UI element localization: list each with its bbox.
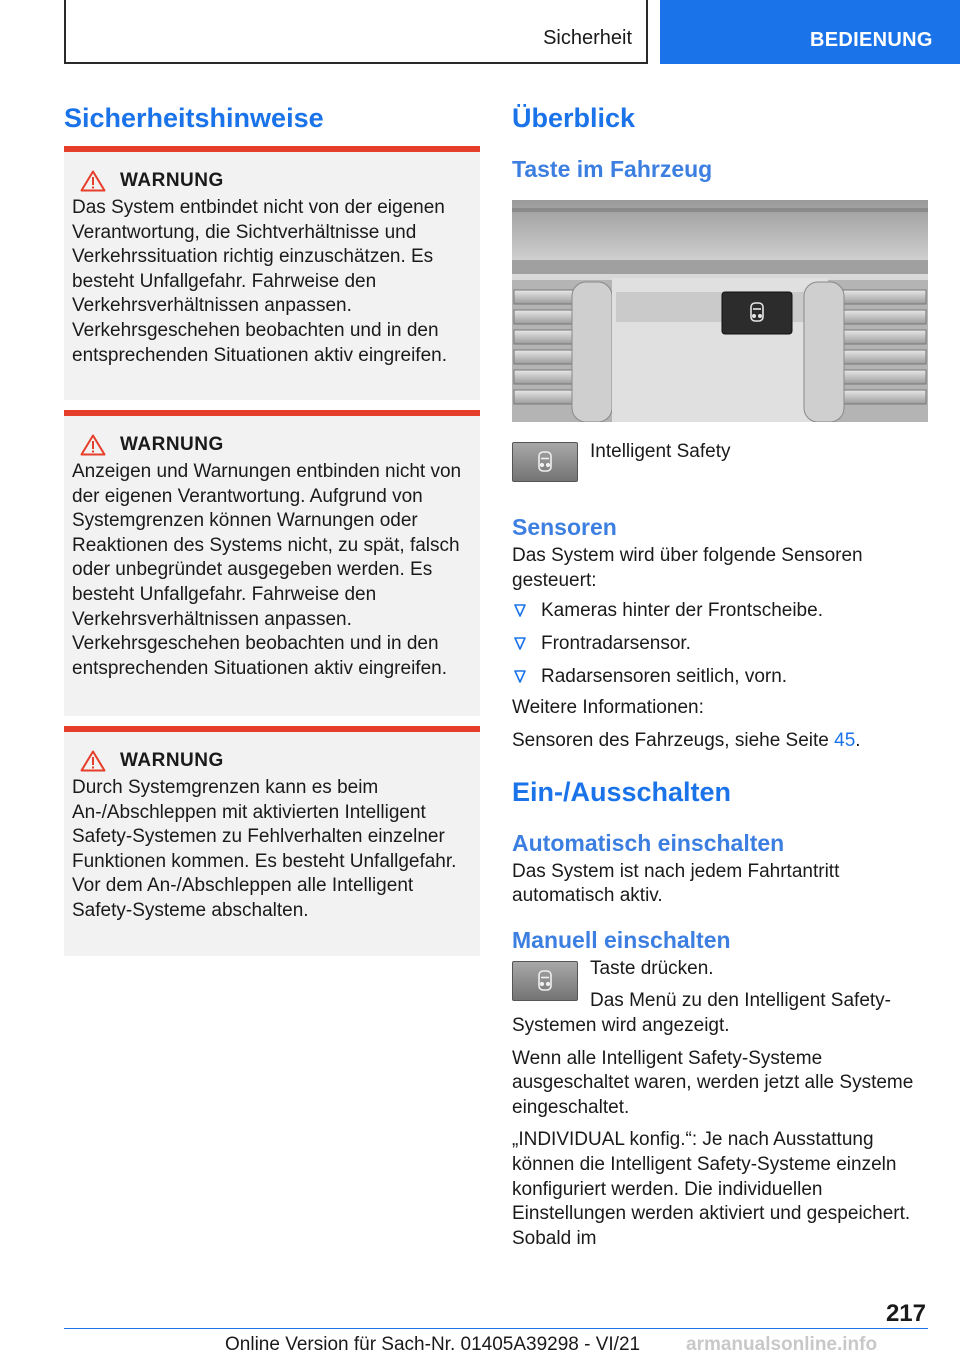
triangle-bullet-icon xyxy=(514,670,526,684)
manual-paragraph-3: „INDIVIDUAL konfig.“: Je nach Ausstattung können die Intelligent Safety-Systeme einzeln konfiguriert werden. Die individuellen Einstellungen werden aktiviert und gespeichert. Sobald im xyxy=(512,1129,911,1249)
warning-text: Anzeigen und Warnungen entbinden nicht von der eigenen Verantwortung. Aufgrund von Systemgrenzen können Warnungen oder Reaktionen des Systems nicht, zu spät, falsch oder unbegründet ausgegeben werden. Es besteht Unfallgefahr. Fahrweise den Verkehrsverhältnissen anpassen. Verkehrsgeschehen beobachten und in den entsprechenden Situationen aktiv eingreifen. xyxy=(72,461,462,679)
footer-online-version: Online Version für Sach-Nr. 01405A39298 - VI/21 xyxy=(225,1334,641,1355)
more-info-label: Weitere Informationen: xyxy=(512,697,704,719)
warning-triangle-icon xyxy=(80,434,106,456)
sensor-list xyxy=(512,599,928,690)
safety-notes-title: Sicherheitshinweise xyxy=(64,103,324,133)
intelligent-safety-car-icon xyxy=(535,451,555,473)
intelligent-safety-car-icon xyxy=(535,970,555,992)
list-item: Radarsensoren seitlich, vorn. xyxy=(512,665,928,690)
footer-divider xyxy=(64,1328,928,1329)
more-info-reference: Sensoren des Fahrzeugs, siehe Seite 45. xyxy=(512,730,861,752)
warning-triangle-icon xyxy=(80,750,106,772)
footer-watermark: armanualsonline.info xyxy=(686,1334,878,1355)
header-chapter-title: BEDIENUNG xyxy=(810,29,933,51)
warning-text: Das System entbindet nicht von der eigenen Verantwortung, die Sichtverhältnisse und Verkehrssituation richtig einzuschätzen. Es besteht Unfallgefahr. Fahrweise den Verkehrsverhältnissen anpassen. Verkehrsgeschehen beobachten und in den entsprechenden Situationen aktiv eingreifen. xyxy=(72,197,447,366)
manual-step: Taste drücken. xyxy=(590,957,714,979)
list-item: Kameras hinter der Frontscheibe. xyxy=(512,599,928,624)
intelligent-safety-button xyxy=(512,442,578,482)
overview-title: Überblick xyxy=(512,103,636,133)
page-number: 217 xyxy=(885,1300,926,1327)
header-section-tab xyxy=(64,0,648,64)
header-section-title: Sicherheit xyxy=(543,27,632,49)
button-label: Intelligent Safety xyxy=(590,441,731,462)
button-legend xyxy=(512,442,928,482)
warning-box-1 xyxy=(64,146,480,400)
right-column xyxy=(512,98,928,1251)
warning-label: WARNUNG xyxy=(120,750,224,771)
dashboard-button-photo xyxy=(512,200,928,422)
warning-label: WARNUNG xyxy=(120,434,224,455)
triangle-bullet-icon xyxy=(514,604,526,618)
warning-label: WARNUNG xyxy=(120,170,224,191)
manual-result: Das Menü zu den Intelligent Safety-Systemen wird angezeigt. xyxy=(512,990,892,1037)
header-chapter-tab xyxy=(660,0,960,64)
intelligent-safety-button xyxy=(512,961,578,1001)
page-link-45[interactable]: 45 xyxy=(834,730,856,752)
auto-on-heading: Automatisch einschalten xyxy=(512,829,785,856)
warning-box-2 xyxy=(64,410,480,716)
auto-on-text: Das System ist nach jedem Fahrtantritt automatisch aktiv. xyxy=(512,860,840,907)
on-off-title: Ein-/Ausschalten xyxy=(512,776,732,807)
manual-paragraph-2: Wenn alle Intelligent Safety-Systeme ausgeschaltet waren, werden jetzt alle Systeme eingeschaltet. xyxy=(512,1047,914,1118)
sensors-intro: Das System wird über folgende Sensoren gesteuert: xyxy=(512,545,863,591)
manual-on-heading: Manuell einschalten xyxy=(512,926,731,953)
manual-on-block xyxy=(512,957,928,1039)
button-heading: Taste im Fahrzeug xyxy=(512,156,713,182)
triangle-bullet-icon xyxy=(514,637,526,651)
warning-box-3 xyxy=(64,726,480,956)
sensors-heading: Sensoren xyxy=(512,514,617,540)
warning-text: Durch Systemgrenzen kann es beim An-/Abschleppen mit aktivierten Intelligent Safety-Systemen zu Fehlverhalten einzelner Funktionen kommen. Es besteht Unfallgefahr. Vor dem An-/Abschleppen alle Intelligent Safety-Systeme abschalten. xyxy=(72,777,457,921)
left-column xyxy=(64,98,480,966)
list-item: Frontradarsensor. xyxy=(512,632,928,657)
warning-triangle-icon xyxy=(80,170,106,192)
